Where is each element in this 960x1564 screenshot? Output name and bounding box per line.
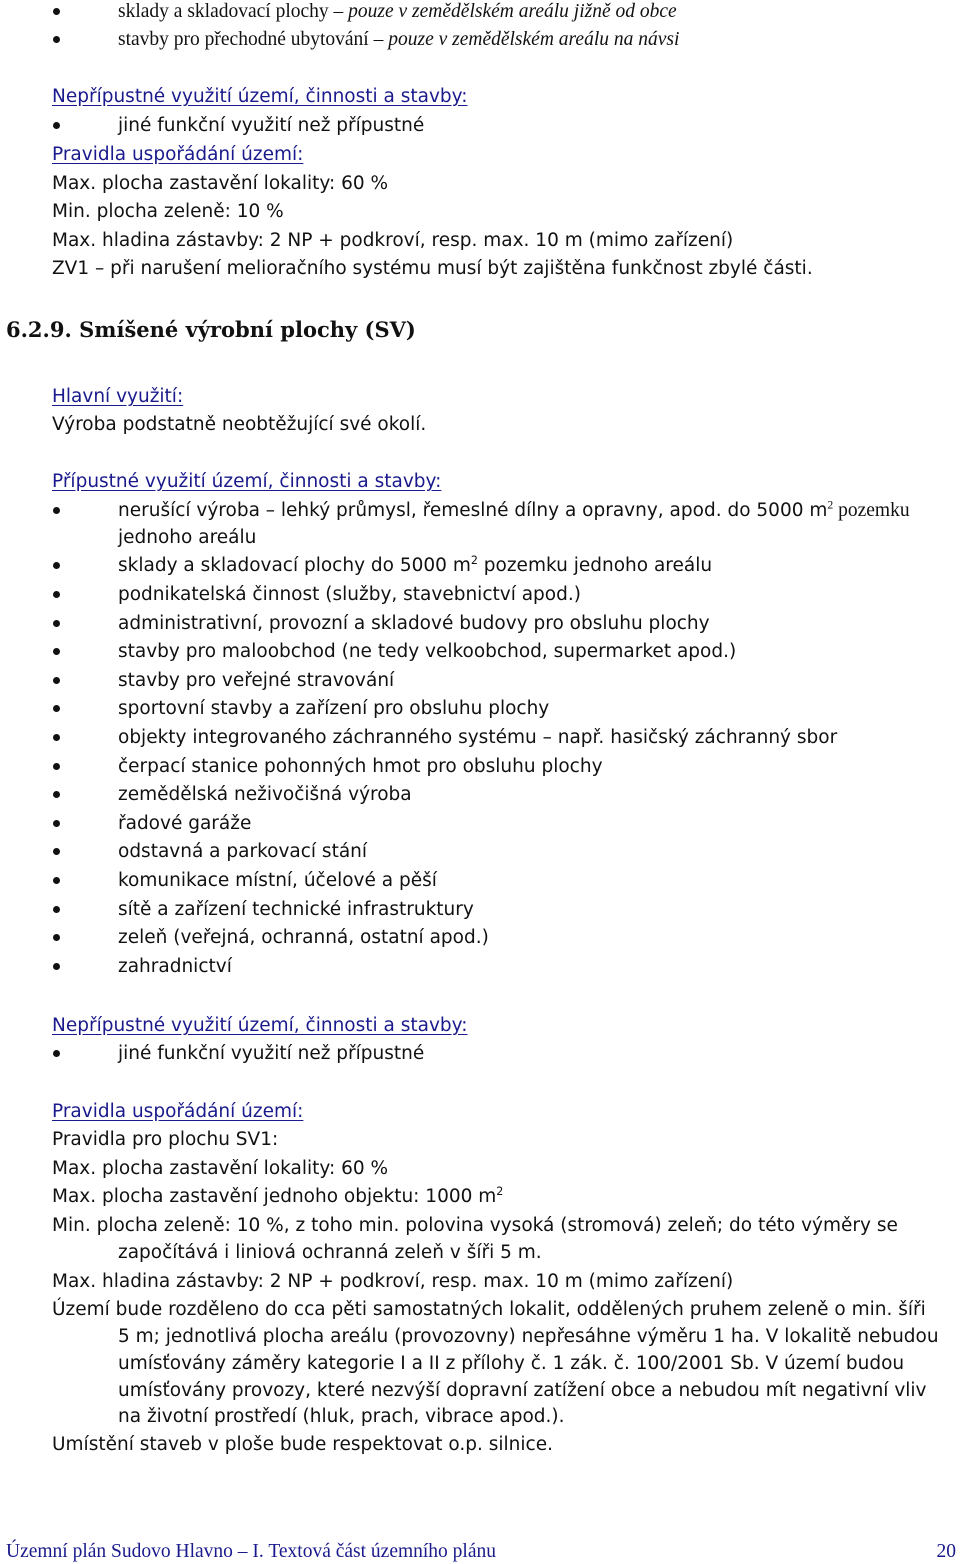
- paragraph-line: Území bude rozděleno do cca pěti samostatných lokalit, oddělených pruhem zeleně o min. šíři: [52, 1299, 926, 1320]
- pravidla-heading: Pravidla uspořádání území:: [52, 144, 304, 165]
- rule-line: Min. plocha zeleně: 10 %: [52, 201, 284, 222]
- rule-line: Max. hladina zástavby: 2 NP + podkroví, resp. max. 10 m (mimo zařízení): [52, 230, 734, 251]
- nepripustne-heading: Nepřípustné využití území, činnosti a stavby:: [52, 86, 468, 107]
- list-item: zahradnictví: [118, 956, 232, 977]
- hlavni-heading: Hlavní využití:: [52, 386, 184, 407]
- bullet-icon: [52, 583, 62, 593]
- list-item: jiné funkční využití než přípustné: [118, 1043, 425, 1064]
- bullet-icon: [52, 0, 62, 10]
- list-item: čerpací stanice pohonných hmot pro obsluhu plochy: [118, 756, 603, 777]
- bullet-icon: [52, 869, 62, 879]
- pravidla-heading: Pravidla uspořádání území:: [52, 1101, 304, 1122]
- list-item: administrativní, provozní a skladové budovy pro obsluhu plochy: [118, 613, 710, 634]
- bullet-icon: [52, 955, 62, 965]
- bullet-icon: [52, 669, 62, 679]
- list-item-continuation: jednoho areálu: [118, 527, 257, 548]
- list-item: komunikace místní, účelové a pěší: [118, 870, 437, 891]
- paragraph-line: 5 m; jednotlivá plocha areálu (provozovny) nepřesáhne výměru 1 ha. V lokalitě nebudou: [118, 1326, 939, 1347]
- nepripustne-heading: Nepřípustné využití území, činnosti a stavby:: [52, 1015, 468, 1036]
- bullet-icon: [52, 612, 62, 622]
- bullet-icon: [52, 926, 62, 936]
- list-item: zeleň (veřejná, ochranná, ostatní apod.): [118, 927, 489, 948]
- rule-line: Max. plocha zastavění lokality: 60 %: [52, 173, 389, 194]
- last-line: Umístění staveb v ploše bude respektovat o.p. silnice.: [52, 1434, 553, 1455]
- paragraph-line: na životní prostředí (hluk, prach, vibrace apod.).: [118, 1406, 565, 1427]
- bullet-icon: [52, 783, 62, 793]
- list-item: podnikatelská činnost (služby, stavebnictví apod.): [118, 584, 581, 605]
- bullet-icon: [52, 898, 62, 908]
- rule-line: Max. plocha zastavění jednoho objektu: 1000 $m^2$: [52, 1184, 504, 1207]
- bullet-icon: [52, 840, 62, 850]
- list-item: zemědělská neživočišná výroba: [118, 784, 412, 805]
- list-item: stavby pro přechodné ubytování – pouze v zemědělském areálu na návsi: [118, 29, 680, 50]
- list-item: stavby pro maloobchod (ne tedy velkoobchod, supermarket apod.): [118, 641, 737, 662]
- list-item: nerušící výroba – lehký průmysl, řemeslné dílny a opravny, apod. do 5000 $m^2$ pozemku: [118, 498, 910, 521]
- paragraph-line: umísťovány záměry kategorie I a II z přílohy č. 1 zák. č. 100/2001 Sb. V území budou: [118, 1353, 905, 1374]
- paragraph-line: umísťovány provozy, které nezvýší dopravní zatížení obce a nebudou mít negativní vliv: [118, 1380, 927, 1401]
- rule-line-continuation: započítává i liniová ochranná zeleň v šíři 5 m.: [118, 1242, 542, 1263]
- bullet-icon: [52, 499, 62, 509]
- list-item: stavby pro veřejné stravování: [118, 670, 395, 691]
- rule-line: Max. hladina zástavby: 2 NP + podkroví, resp. max. 10 m (mimo zařízení): [52, 1271, 734, 1292]
- bullet-icon: [52, 640, 62, 650]
- pravidla-sub: Pravidla pro plochu SV1:: [52, 1129, 279, 1150]
- footer-title: Územní plán Sudovo Hlavno – I. Textová část územního plánu: [6, 1541, 497, 1562]
- list-item: jiné funkční využití než přípustné: [118, 115, 425, 136]
- list-item: odstavná a parkovací stání: [118, 841, 368, 862]
- list-item: sklady a skladovací plochy – pouze v zemědělském areálu jižně od obce: [118, 1, 677, 22]
- hlavni-text: Výroba podstatně neobtěžující své okolí.: [52, 414, 427, 435]
- list-item: sklady a skladovací plochy do 5000 $m^2$ pozemku jednoho areálu: [118, 553, 713, 576]
- footer-page-number: 20: [936, 1541, 956, 1562]
- rule-line: Min. plocha zeleně: 10 %, z toho min. polovina vysoká (stromová) zeleň; do této výměry se: [52, 1215, 898, 1236]
- bullet-icon: [52, 554, 62, 564]
- section-title: 6.2.9. Smíšené výrobní plochy (SV): [6, 317, 416, 342]
- bullet-icon: [52, 755, 62, 765]
- list-item: objekty integrovaného záchranného systému – např. hasičský záchranný sbor: [118, 727, 838, 748]
- rule-line: Max. plocha zastavění lokality: 60 %: [52, 1158, 389, 1179]
- bullet-icon: [52, 1042, 62, 1052]
- bullet-icon: [52, 812, 62, 822]
- list-item: sítě a zařízení technické infrastruktury: [118, 899, 474, 920]
- pripustne-heading: Přípustné využití území, činnosti a stavby:: [52, 471, 442, 492]
- bullet-icon: [52, 28, 62, 38]
- list-item: sportovní stavby a zařízení pro obsluhu plochy: [118, 698, 550, 719]
- rule-line: ZV1 – při narušení melioračního systému musí být zajištěna funkčnost zbylé části.: [52, 258, 813, 279]
- bullet-icon: [52, 114, 62, 124]
- list-item: řadové garáže: [118, 813, 252, 834]
- bullet-icon: [52, 697, 62, 707]
- bullet-icon: [52, 726, 62, 736]
